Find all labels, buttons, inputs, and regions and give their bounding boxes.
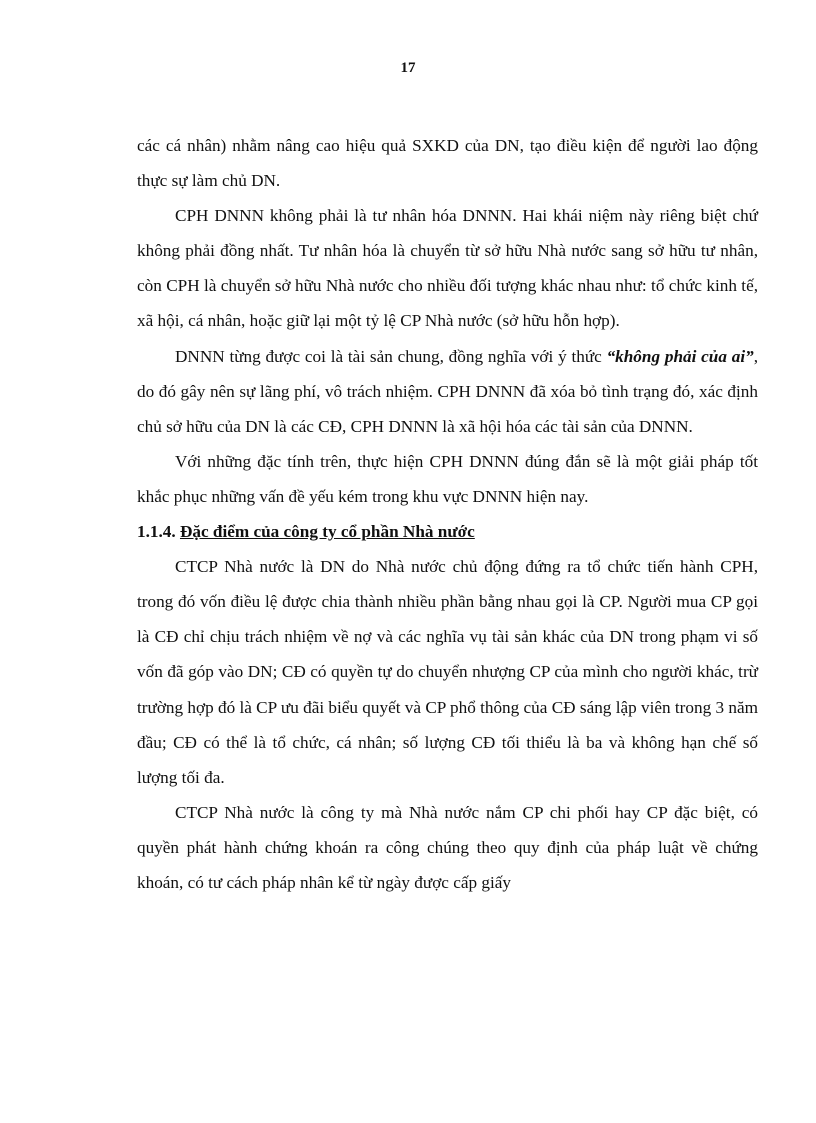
section-number: 1.1.4.: [137, 522, 176, 542]
paragraph-conclusion: Với những đặc tính trên, thực hiện CPH DNNN đúng đắn sẽ là một giải pháp tốt khắc phục những vấn đề yếu kém trong khu vực DNNN hiện nay.: [137, 451, 758, 506]
emphasis-quote: “không phải của ai”: [606, 346, 754, 366]
paragraph-continuation: các cá nhân) nhằm nâng cao hiệu quả SXKD của DN, tạo điều kiện để người lao động thực sự làm chủ DN.: [137, 136, 758, 191]
section-title: Đặc điểm của công ty cổ phần Nhà nước: [179, 522, 475, 542]
paragraph-public-assets-after: , do đó gây nên sự lãng phí, vô trách nhiệm. CPH DNNN đã xóa bỏ tình trạng đó, xác định chủ sở hữu của DN là các CĐ, CPH DNNN là xã hội hóa các tài sản của DNNN.: [137, 346, 758, 436]
paragraph-public-assets: [137, 339, 758, 444]
paragraph-public-assets-before: DNNN từng được coi là tài sản chung, đồng nghĩa với ý thức: [175, 346, 607, 366]
paragraph-cph-vs-privatization: CPH DNNN không phải là tư nhân hóa DNNN. Hai khái niệm này riêng biệt chứ không phải đồng nhất. Tư nhân hóa là chuyển từ sở hữu Nhà nước sang sở hữu tư nhân, còn CPH là chuyển sở hữu Nhà nước cho nhiều đối tượng khác nhau như: tổ chức kinh tế, xã hội, cá nhân, hoặc giữ lại một tỷ lệ CP Nhà nước (sở hữu hỗn hợp).: [137, 206, 758, 331]
page-number: 17: [400, 60, 416, 76]
document-body: [137, 128, 758, 900]
paragraph-ctcp-definition: CTCP Nhà nước là DN do Nhà nước chủ động đứng ra tổ chức tiến hành CPH, trong đó vốn điều lệ được chia thành nhiều phần bằng nhau gọi là CP. Người mua CP gọi là CĐ chỉ chịu trách nhiệm về nợ và các nghĩa vụ tài sản khác của DN trong phạm vi số vốn đã góp vào DN; CĐ có quyền tự do chuyển nhượng CP của mình cho người khác, trừ trường hợp đó là CP ưu đãi biểu quyết và CP phổ thông của CĐ sáng lập viên trong 3 năm đầu; CĐ có thể là tổ chức, cá nhân; số lượng CĐ tối thiểu là ba và không hạn chế số lượng tối đa.: [137, 557, 758, 787]
paragraph-ctcp-control: CTCP Nhà nước là công ty mà Nhà nước nắm CP chi phối hay CP đặc biệt, có quyền phát hành chứng khoán ra công chúng theo quy định của pháp luật về chứng khoán, có tư cách pháp nhân kể từ ngày được cấp giấy: [137, 802, 758, 892]
section-heading: [137, 514, 758, 549]
